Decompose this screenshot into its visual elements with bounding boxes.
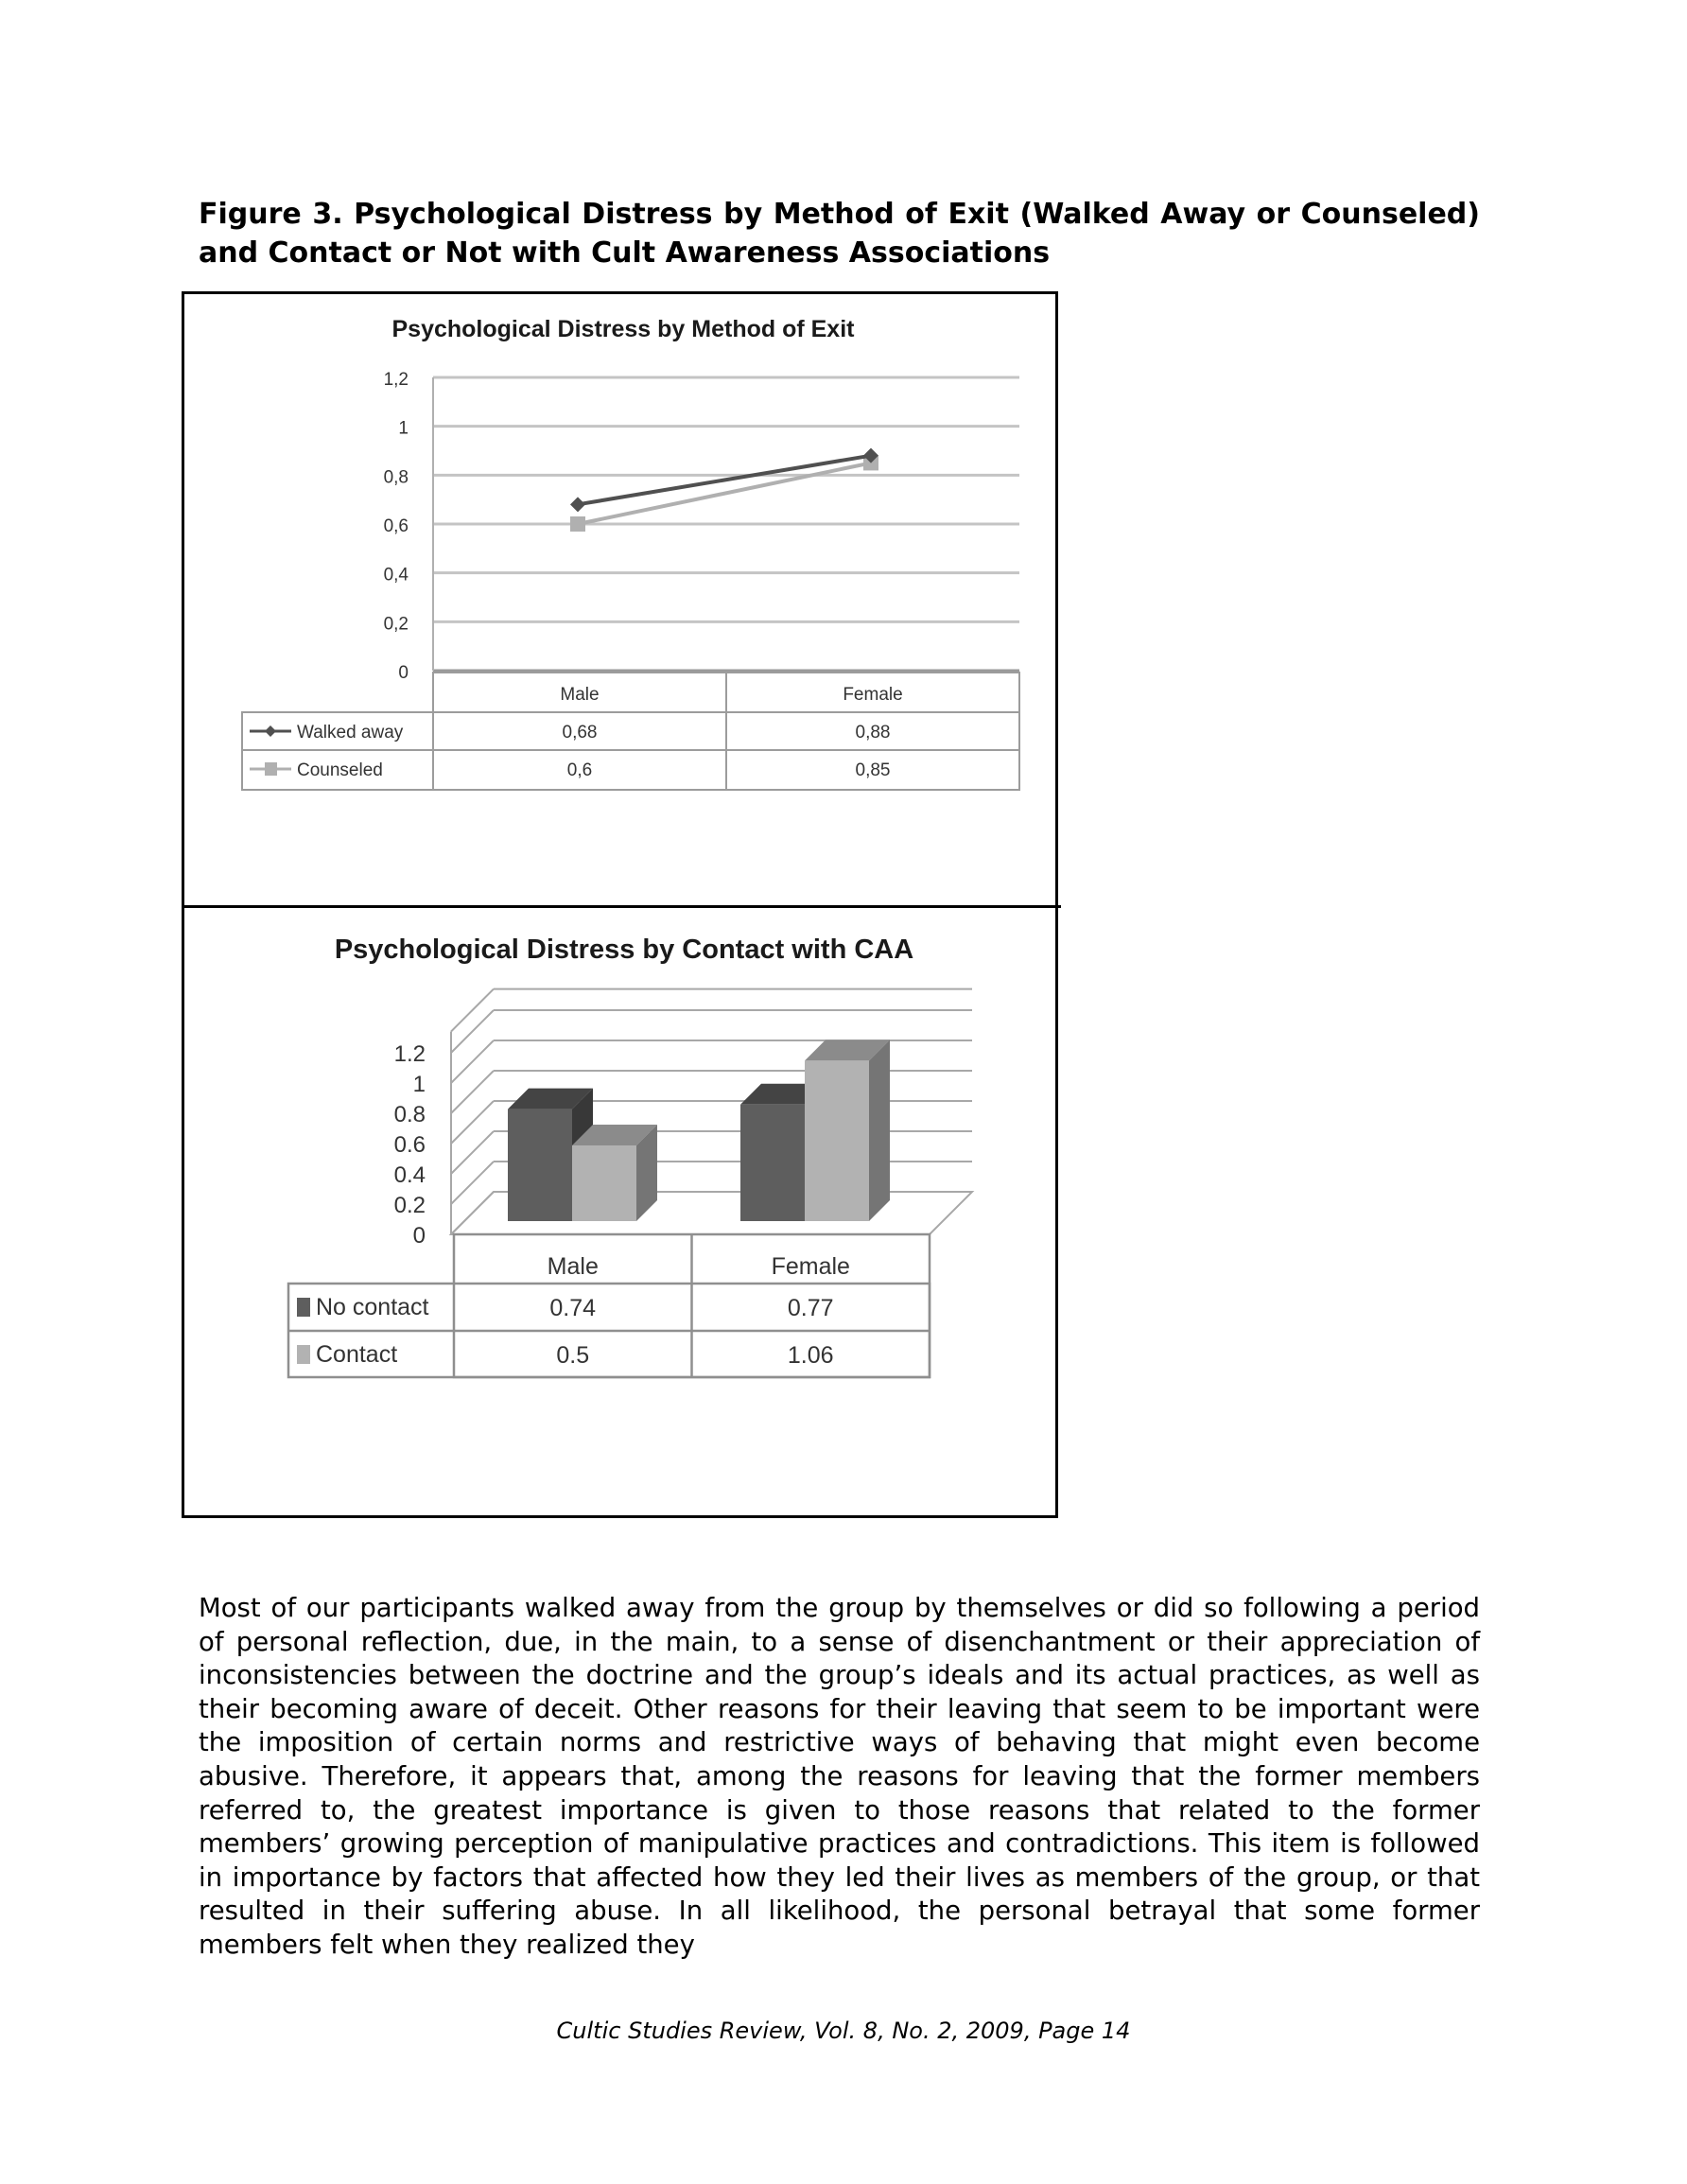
y-tick-label: 0.4 xyxy=(393,1162,426,1188)
y-tick-label: 0,6 xyxy=(383,516,409,536)
legend-swatch-icon xyxy=(297,1345,310,1364)
category-label: Male xyxy=(547,1253,599,1280)
figure-caption-line-1: Figure 3. Psychological Distress by Method of Exit (Walked Away or Counseled) xyxy=(199,198,1480,231)
y-tick-label: 0 xyxy=(412,1223,426,1249)
y-tick-label: 0 xyxy=(398,663,409,683)
chart-title: Psychological Distress by Method of Exit xyxy=(391,316,855,342)
y-tick-label: 0,2 xyxy=(383,614,409,635)
category-label: Female xyxy=(771,1253,850,1280)
table-value: 0,85 xyxy=(855,760,891,780)
figure-caption-line-2: and Contact or Not with Cult Awareness Associations xyxy=(199,236,1051,270)
table-value: 0,68 xyxy=(562,723,598,743)
chart-title: Psychological Distress by Contact with CAA xyxy=(334,935,914,965)
table-value: 0,6 xyxy=(566,760,593,780)
y-tick-label: 0.2 xyxy=(393,1193,426,1218)
category-label: Female xyxy=(843,685,903,705)
legend-swatch-icon xyxy=(297,1298,310,1317)
table-value: 0.74 xyxy=(549,1295,597,1321)
category-label: Male xyxy=(560,685,600,705)
data-table xyxy=(288,1234,930,1377)
y-tick-label: 0.6 xyxy=(393,1132,426,1158)
y-tick-label: 0.8 xyxy=(393,1102,426,1127)
bar xyxy=(572,1125,657,1221)
y-axis-ticks xyxy=(394,1041,426,1249)
bar xyxy=(805,1040,890,1221)
y-tick-label: 1,2 xyxy=(383,370,409,390)
table-value: 1.06 xyxy=(787,1342,834,1369)
legend-label: Contact xyxy=(316,1341,398,1368)
y-tick-label: 0,4 xyxy=(383,565,409,585)
y-tick-label: 1 xyxy=(412,1072,426,1097)
legend-label: No contact xyxy=(316,1294,429,1320)
y-tick-label: 1.2 xyxy=(393,1041,426,1067)
table-value: 0,88 xyxy=(855,723,891,743)
body-paragraph: Most of our participants walked away from the group by themselves or did so following a period of personal reflection, due, in the main, to a sense of disenchantment or their appreciation of inconsistencies between the doctrine and the group’s ideals and its actual practices, as well as their becoming aware of deceit. Other reasons for their leaving that seem to be important were the imposition of certain norms and restrictive ways of behaving that might even become abusive. Therefore, it appears that, among the reasons for leaving that the former members referred to, the greatest importance is given to those reasons that related to the former members’ growing perception of manipulative practices and contradictions. This item is followed in importance by factors that affected how they led their lives as members of the group, or that resulted in their suffering abuse. In all likelihood, the personal betrayal that some former members felt when they realized they xyxy=(199,1593,1480,1960)
y-tick-label: 0,8 xyxy=(383,467,409,488)
page-footer: Cultic Studies Review, Vol. 8, No. 2, 2009, Page 14 xyxy=(556,2018,1131,2044)
table-value: 0.5 xyxy=(556,1342,590,1369)
table-value: 0.77 xyxy=(787,1295,834,1321)
legend-label: Walked away xyxy=(297,723,404,743)
legend-label: Counseled xyxy=(297,760,383,780)
y-tick-label: 1 xyxy=(398,418,409,439)
